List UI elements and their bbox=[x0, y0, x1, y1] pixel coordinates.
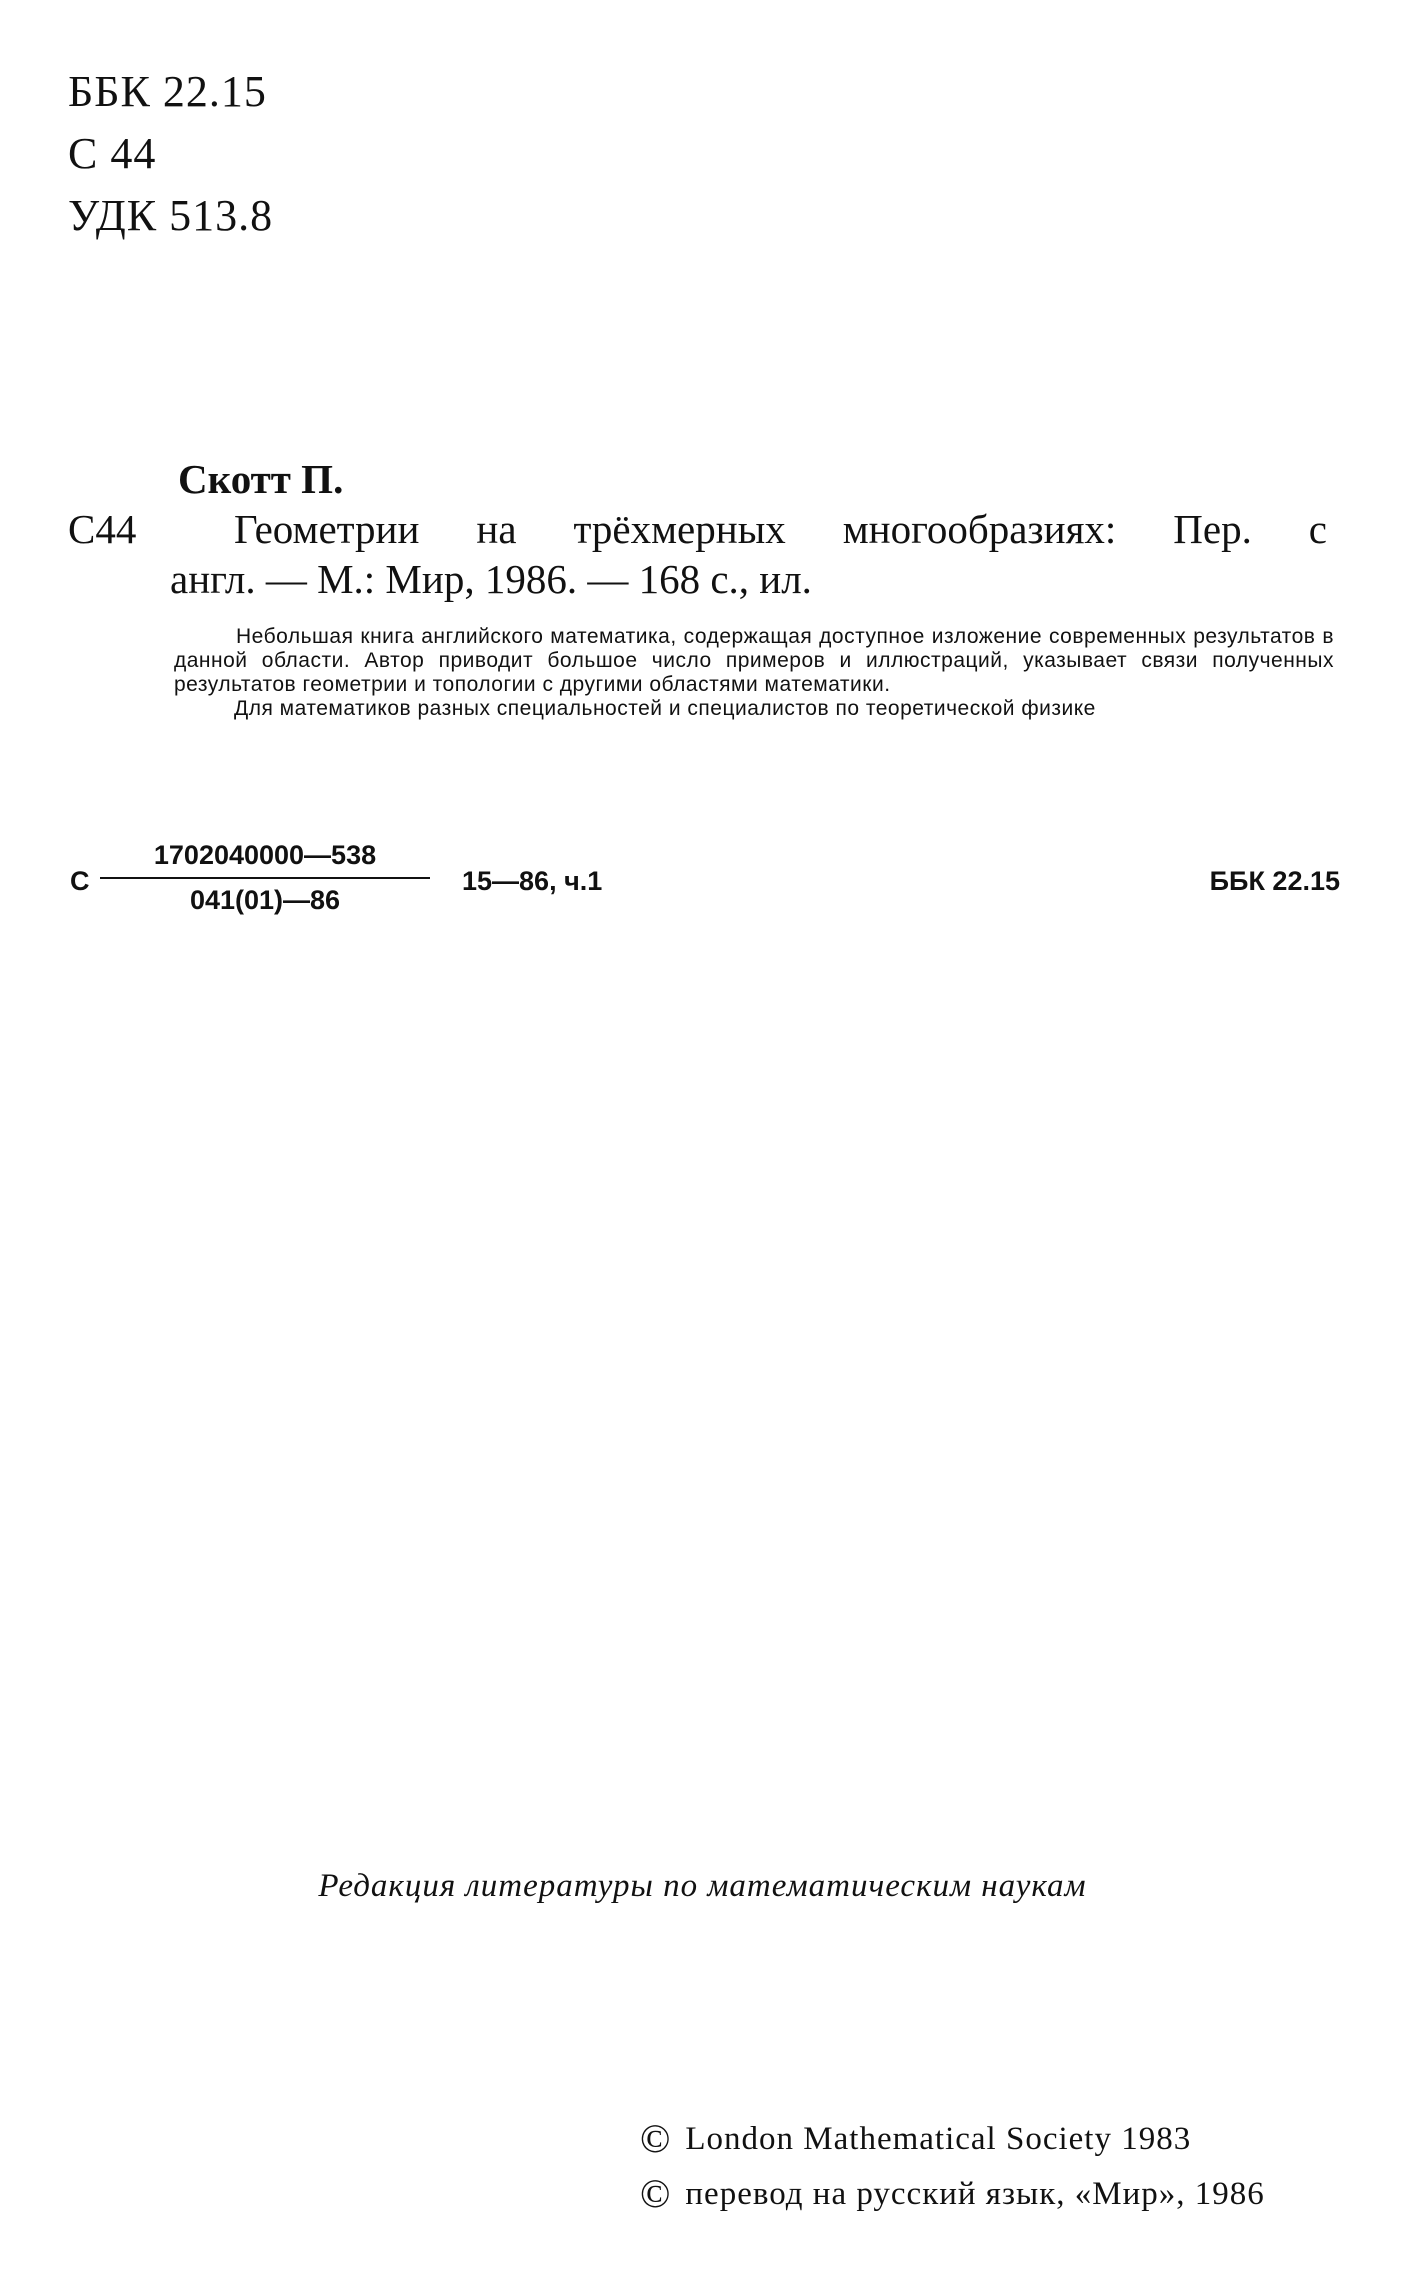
copyright-text: перевод на русский язык, «Мир», 1986 bbox=[685, 2176, 1265, 2212]
copyright-icon: © bbox=[640, 2171, 672, 2216]
index-code: С44 bbox=[68, 506, 137, 552]
copyright-translation bbox=[640, 2170, 1265, 2217]
catalog-fraction bbox=[100, 840, 430, 916]
copyright-original bbox=[640, 2115, 1191, 2162]
abstract bbox=[174, 625, 1334, 721]
catalog-denominator: 041(01)—86 bbox=[189, 885, 341, 915]
author-mark-code: С 44 bbox=[68, 129, 157, 178]
audience-paragraph: Для математиков разных специальностей и специалистов по теоретической физике bbox=[234, 697, 1096, 720]
catalog-suffix: 15—86, ч.1 bbox=[462, 866, 603, 896]
book-title-line-1: Геометрии на трёхмерных многообразиях: Пер. с bbox=[234, 506, 1327, 552]
book-title-line-2: англ. — М.: Мир, 1986. — 168 с., ил. bbox=[170, 556, 812, 602]
catalog-letter: С bbox=[70, 866, 90, 896]
catalog-bbk: ББК 22.15 bbox=[1209, 866, 1340, 896]
abstract-paragraph: Небольшая книга английского математика, содержащая доступное изложение современных результатов в данной области. Автор приводит большое число примеров и иллюстраций, указывает связи полученных результатов геометрии и топологии с другими областями математики. bbox=[174, 625, 1334, 696]
udk-classification: УДК 513.8 bbox=[68, 191, 274, 240]
bbk-classification: ББК 22.15 bbox=[68, 67, 267, 116]
catalog-numerator: 1702040000—538 bbox=[100, 840, 430, 879]
copyright-text: London Mathematical Society 1983 bbox=[685, 2121, 1192, 2157]
author-name: Скотт П. bbox=[178, 456, 344, 502]
editorial-office: Редакция литературы по математическим наукам bbox=[318, 1868, 1087, 1904]
copyright-icon: © bbox=[640, 2116, 672, 2161]
catalog-code-row bbox=[70, 840, 1340, 920]
